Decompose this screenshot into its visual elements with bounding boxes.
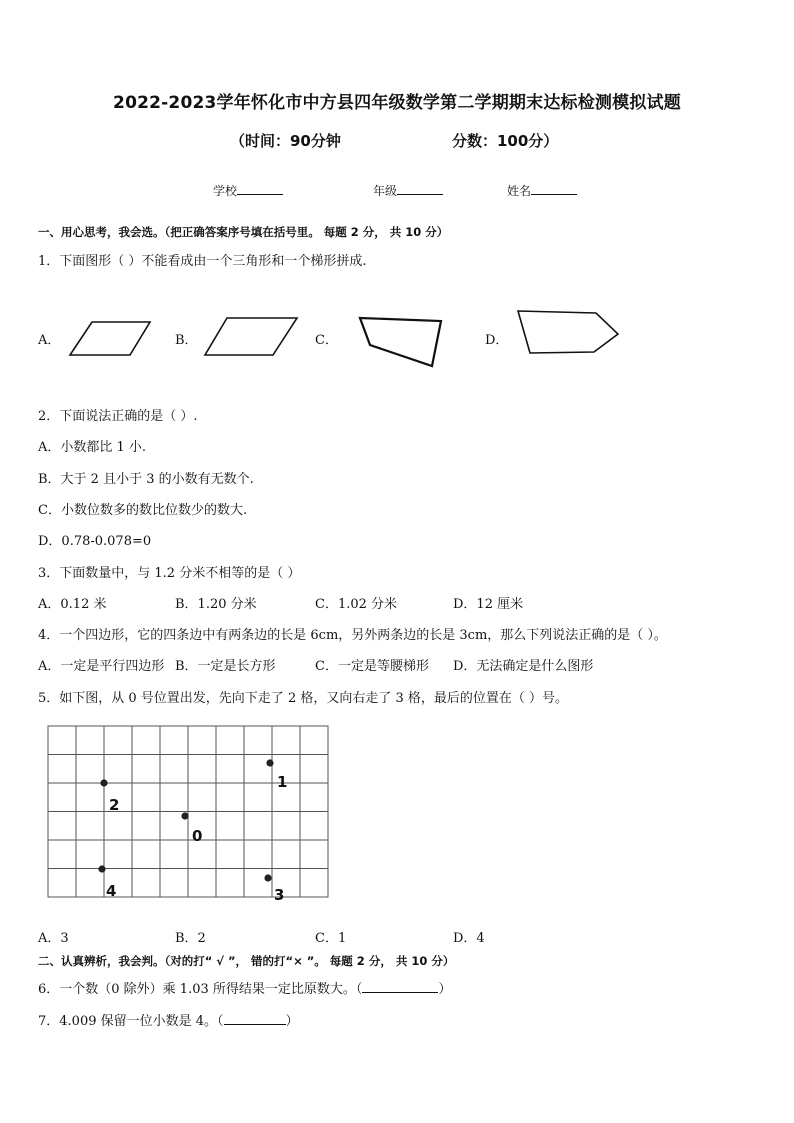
page-title: 2022-2023学年怀化市中方县四年级数学第二学期期末达标检测模拟试题 bbox=[113, 93, 681, 113]
q1-option-b-label: B． bbox=[175, 333, 198, 348]
section1-heading: 一、用心思考，我会选。（把正确答案序号填在括号里。 每题 2 分， 共 10 分） bbox=[38, 225, 449, 239]
q4-option-c: C．一定是等腰梯形 bbox=[315, 659, 429, 674]
q6-text: 6．一个数（0 除外）乘 1.03 所得结果一定比原数大。（ bbox=[38, 982, 363, 997]
time-label: （时间：90分钟 bbox=[230, 132, 341, 150]
grid-point-2 bbox=[100, 779, 107, 786]
q3-text: 3．下面数量中，与 1.2 分米不相等的是（ ） bbox=[38, 566, 301, 581]
q4-text: 4．一个四边形，它的四条边中有两条边的长是 6cm，另外两条边的长是 3cm，那么下列说法正确的是（ ）。 bbox=[38, 628, 667, 643]
grid-point-1 bbox=[266, 759, 273, 766]
q1-text: 1．下面图形（ ）不能看成由一个三角形和一个梯形拼成. bbox=[38, 254, 367, 269]
grid-point-0 bbox=[181, 812, 188, 819]
grid-point-4 bbox=[98, 865, 105, 872]
q5-option-a: A．3 bbox=[38, 931, 69, 946]
q2-option-b: B．大于 2 且小于 3 的小数有无数个. bbox=[38, 472, 254, 487]
name-label: 姓名 bbox=[507, 184, 532, 198]
q2-text: 2．下面说法正确的是（ ）. bbox=[38, 409, 198, 424]
q1-option-a-label: A． bbox=[38, 333, 61, 348]
q3-option-a: A．0.12 米 bbox=[38, 597, 107, 612]
q4-option-a: A．一定是平行四边形 bbox=[38, 659, 165, 674]
q5-text: 5．如下图，从 0 号位置出发，先向下走了 2 格，又向右走了 3 格，最后的位置在（ ）号。 bbox=[38, 691, 569, 706]
school-label: 学校 bbox=[213, 184, 238, 198]
q2-option-c: C．小数位数多的数比位数少的数大. bbox=[38, 503, 248, 518]
q5-option-b: B．2 bbox=[175, 931, 206, 946]
grid-point-3 bbox=[264, 874, 271, 881]
q1-option-c-label: C． bbox=[315, 333, 338, 348]
q3-option-d: D．12 厘米 bbox=[453, 597, 524, 612]
q3-option-c: C．1.02 分米 bbox=[315, 597, 398, 612]
section2-heading: 二、认真辨析，我会判。（对的打“ √ ”， 错的打“× ”。 每题 2 分， 共 10 分） bbox=[38, 954, 455, 968]
q5-option-d: D．4 bbox=[453, 931, 485, 946]
q6-answer-blank[interactable] bbox=[362, 980, 438, 993]
q1-option-d-label: D． bbox=[485, 333, 509, 348]
grid-label-3: 3 bbox=[274, 886, 285, 904]
grid-label-0: 0 bbox=[192, 827, 203, 845]
grid-lines bbox=[48, 726, 328, 897]
q6-close-paren: ） bbox=[438, 982, 452, 997]
q6-line bbox=[38, 978, 451, 997]
q2-option-a: A．小数都比 1 小. bbox=[38, 440, 147, 455]
q7-line bbox=[38, 1010, 299, 1029]
q4-option-b: B．一定是长方形 bbox=[175, 659, 276, 674]
q4-option-d: D．无法确定是什么图形 bbox=[453, 659, 594, 674]
q7-text: 7．4.009 保留一位小数是 4。（ bbox=[38, 1014, 224, 1029]
score-label: 分数：100分） bbox=[452, 132, 559, 150]
q2-option-d: D．0.78-0.078=0 bbox=[38, 534, 152, 549]
grid-label-2: 2 bbox=[109, 796, 120, 814]
grid-label-4: 4 bbox=[106, 882, 117, 900]
grade-label: 年级 bbox=[373, 184, 398, 198]
q5-option-c: C．1 bbox=[315, 931, 347, 946]
grid-label-1: 1 bbox=[277, 773, 288, 791]
q3-option-b: B．1.20 分米 bbox=[175, 597, 257, 612]
q7-answer-blank[interactable] bbox=[224, 1012, 286, 1025]
q7-close-paren: ） bbox=[285, 1014, 299, 1029]
